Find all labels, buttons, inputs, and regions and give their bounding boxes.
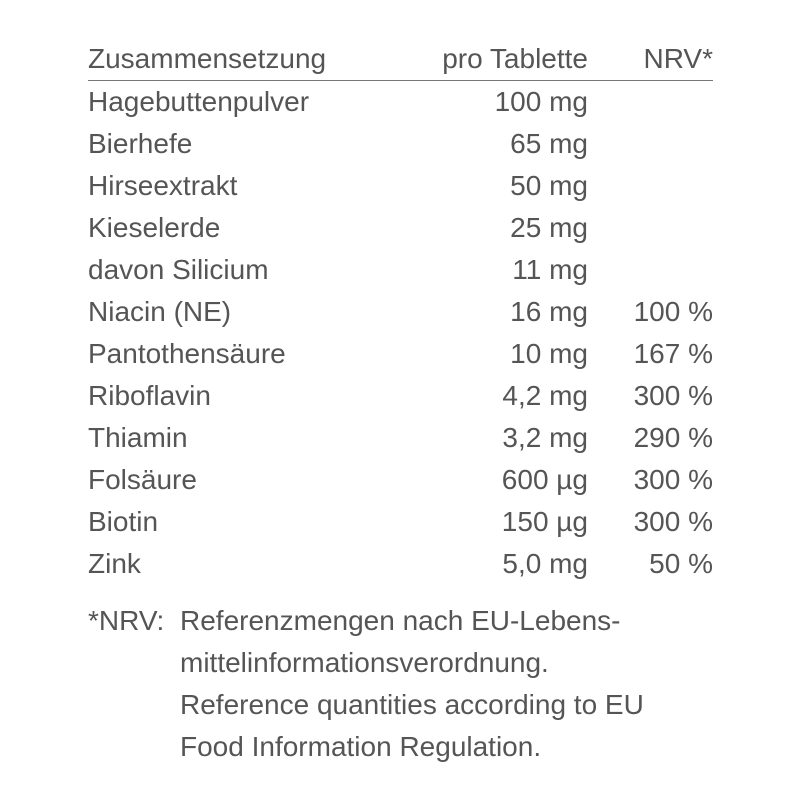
ingredient-amount: 25 mg xyxy=(510,212,588,243)
ingredient-name: Kieselerde xyxy=(88,212,221,243)
footnote-text xyxy=(180,600,728,768)
table-row xyxy=(88,333,713,375)
ingredient-nrv: 50 % xyxy=(649,548,713,579)
ingredient-amount: 3,2 mg xyxy=(502,422,588,453)
table-row xyxy=(88,501,713,543)
ingredient-nrv xyxy=(588,81,713,124)
ingredient-nrv: 300 % xyxy=(633,380,713,411)
table-row xyxy=(88,123,713,165)
table-row xyxy=(88,81,713,124)
footnote-line: mittelinformationsverordnung. xyxy=(180,647,549,678)
ingredient-nrv: 300 % xyxy=(633,506,713,537)
ingredient-nrv: 100 % xyxy=(633,296,713,327)
ingredient-name: Folsäure xyxy=(88,464,197,495)
ingredient-name: Niacin (NE) xyxy=(88,296,232,327)
table-row xyxy=(88,375,713,417)
ingredient-nrv: 167 % xyxy=(633,338,713,369)
ingredient-amount: 65 mg xyxy=(510,128,588,159)
ingredient-amount: 600 µg xyxy=(501,464,588,495)
ingredient-name: Zink xyxy=(88,548,141,579)
footnote-row xyxy=(88,600,728,768)
ingredient-name: Thiamin xyxy=(88,422,188,453)
ingredient-nrv: 300 % xyxy=(633,464,713,495)
ingredient-amount: 4,2 mg xyxy=(502,380,588,411)
ingredient-amount: 10 mg xyxy=(510,338,588,369)
table-row xyxy=(88,417,713,459)
ingredient-name: Pantothensäure xyxy=(88,338,286,369)
nrv-footnote xyxy=(88,600,728,768)
ingredient-name: Biotin xyxy=(88,506,159,537)
table-header-row xyxy=(88,38,713,81)
ingredient-amount: 11 mg xyxy=(512,254,588,285)
composition-table-panel xyxy=(88,38,713,585)
header-ingredient: Zusammensetzung xyxy=(88,38,408,81)
table-row xyxy=(88,459,713,501)
ingredient-name: davon Silicium xyxy=(88,254,269,285)
ingredient-amount: 5,0 mg xyxy=(502,548,588,579)
ingredient-amount: 150 µg xyxy=(501,506,588,537)
footnote-line: Reference quantities according to EU xyxy=(180,689,644,720)
table-row xyxy=(88,249,713,291)
ingredient-amount: 50 mg xyxy=(510,170,588,201)
ingredient-amount: 16 mg xyxy=(510,296,588,327)
ingredient-name: Riboflavin xyxy=(88,380,211,411)
ingredient-name: Bierhefe xyxy=(88,128,193,159)
table-row xyxy=(88,291,713,333)
footnote-marker: *NRV: xyxy=(88,605,165,636)
ingredient-nrv: 290 % xyxy=(633,422,713,453)
ingredient-amount: 100 mg xyxy=(494,86,588,117)
ingredient-name: Hirseextrakt xyxy=(88,170,238,201)
composition-table xyxy=(88,38,713,585)
header-nrv: NRV* xyxy=(588,38,713,81)
ingredient-nrv xyxy=(588,123,713,165)
ingredient-name: Hagebuttenpulver xyxy=(88,86,310,117)
ingredient-nrv xyxy=(588,207,713,249)
footnote-line: Referenzmengen nach EU-Lebens- xyxy=(180,605,621,636)
table-row xyxy=(88,207,713,249)
table-row xyxy=(88,165,713,207)
header-per-tablet: pro Tablette xyxy=(408,38,588,81)
ingredient-nrv xyxy=(588,165,713,207)
table-row xyxy=(88,543,713,585)
footnote-line: Food Information Regulation. xyxy=(180,731,542,762)
ingredient-nrv xyxy=(588,249,713,291)
